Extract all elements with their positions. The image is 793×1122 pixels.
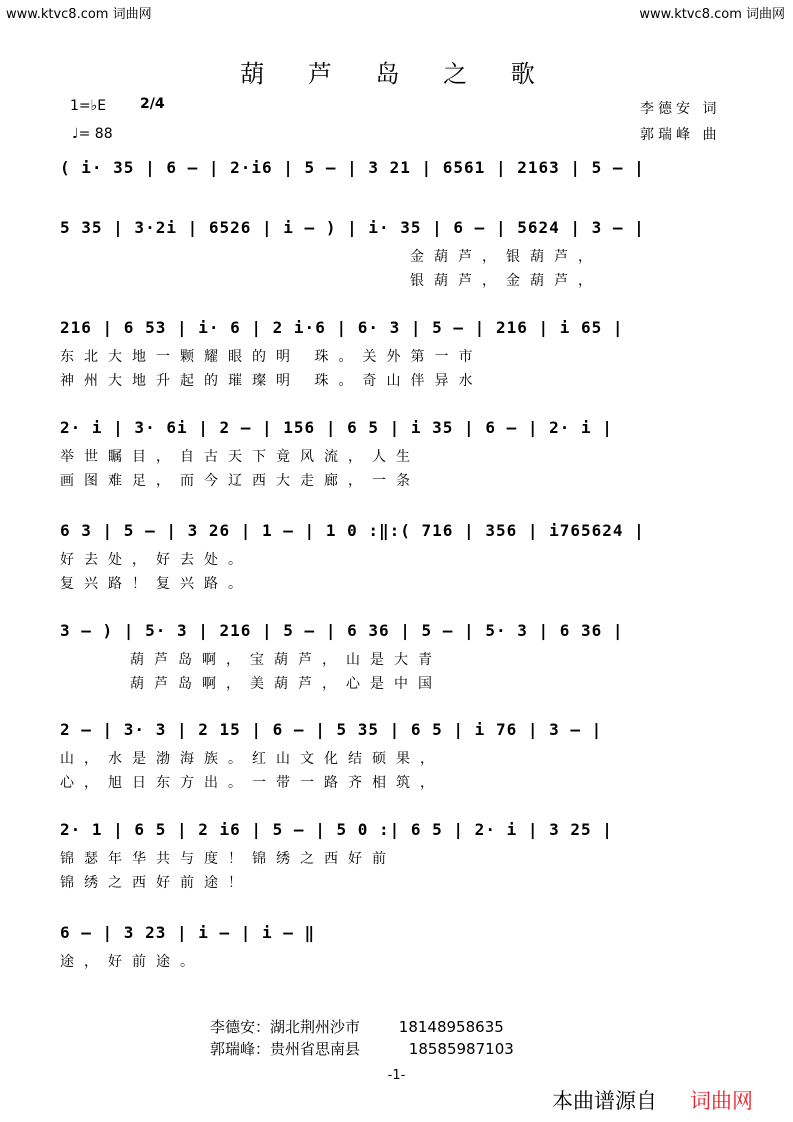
page-number: -1-: [387, 1068, 406, 1083]
notation-line: 2 – | 3· 3 | 2 15 | 6 – | 5 35 | 6 5 | i 76 | 3 – |: [60, 720, 603, 739]
lyric-line: 锦瑟年华共与度！锦绣之西好前: [60, 851, 396, 867]
lyric-line: 山，水是渤海族。红山文化结硕果，: [60, 751, 444, 767]
lyric-line: 心，旭日东方出。一带一路齐相筑，: [60, 775, 444, 791]
song-title: 葫 芦 岛 之 歌: [240, 60, 553, 88]
lyric-line: 画图难足，而今辽西大走廊，一条: [60, 473, 420, 489]
contact-name: 郭瑞峰：贵州省思南县: [210, 1040, 361, 1058]
lyric-line: 神州大地升起的璀璨明 珠。奇山伴异水: [60, 373, 483, 389]
contact-name: 李德安：湖北荆州沙市: [210, 1018, 361, 1036]
lyric-line: 银葫芦，金葫芦，: [410, 273, 602, 289]
tempo-marking: ♩= 88: [72, 126, 113, 142]
lyric-line: 金葫芦，银葫芦，: [410, 249, 602, 265]
notation-line: 2· 1 | 6 5 | 2 i6 | 5 – | 5 0 :| 6 5 | 2· i | 3 25 |: [60, 820, 613, 839]
lyric-line: 举世瞩目，自古天下竟风流，人生: [60, 449, 420, 465]
contact-lyricist: [210, 1016, 504, 1037]
contact-phone: 18585987103: [408, 1040, 514, 1058]
notation-line: 6 – | 3 23 | i – | i – ‖: [60, 923, 316, 942]
time-signature: 2/4: [140, 96, 165, 112]
notation-line: 6 3 | 5 – | 3 26 | 1 – | 1 0 :‖:( 716 | 356 | i765624 |: [60, 521, 645, 540]
site-watermark-left: www.ktvc8.com 词曲网: [6, 7, 152, 22]
lyric-line: 葫芦岛啊，美葫芦，心是中国: [130, 676, 442, 692]
lyric-line: 复兴路！复兴路。: [60, 576, 252, 592]
lyric-line: 东北大地一颗耀眼的明 珠。关外第一市: [60, 349, 483, 365]
site-watermark-right: www.ktvc8.com 词曲网: [639, 7, 785, 22]
contact-composer: [210, 1038, 514, 1059]
notation-line: ( i· 35 | 6 – | 2·i6 | 5 – | 3 21 | 6561 | 2163 | 5 – |: [60, 158, 645, 177]
key-signature: 1=♭E: [70, 98, 107, 114]
source-site-link[interactable]: 词曲网: [690, 1089, 753, 1113]
notation-line: 3 – ) | 5· 3 | 216 | 5 – | 6 36 | 5 – | 5· 3 | 6 36 |: [60, 621, 624, 640]
lyric-line: 途，好前途。: [60, 954, 204, 970]
lyricist-credit: 李德安 词: [640, 101, 721, 117]
notation-line: 5 35 | 3·2i | 6526 | i – ) | i· 35 | 6 – | 5624 | 3 – |: [60, 218, 645, 237]
source-label: 本曲谱源自: [552, 1089, 657, 1113]
composer-credit: 郭瑞峰 曲: [640, 127, 721, 143]
contact-phone: 18148958635: [398, 1018, 504, 1036]
notation-line: 2· i | 3· 6i | 2 – | 156 | 6 5 | i 35 | 6 – | 2· i |: [60, 418, 613, 437]
lyric-line: 葫芦岛啊，宝葫芦，山是大青: [130, 652, 442, 668]
lyric-line: 锦绣之西好前途！: [60, 875, 252, 891]
lyric-line: 好去处，好去处。: [60, 552, 252, 568]
notation-line: 216 | 6 53 | i· 6 | 2 i·6 | 6· 3 | 5 – | 216 | i 65 |: [60, 318, 624, 337]
